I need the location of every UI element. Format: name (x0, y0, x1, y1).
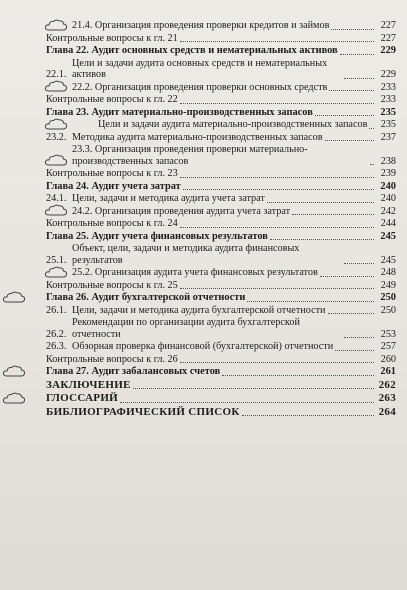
dot-leader (344, 336, 374, 338)
toc-entry[interactable] (46, 168, 396, 180)
cloud-icon (44, 79, 68, 93)
page-number: 240 (380, 193, 396, 204)
page-number: 245 (380, 230, 396, 242)
page-number: 244 (380, 218, 396, 229)
dot-leader (222, 374, 374, 376)
toc-entry[interactable] (46, 407, 396, 419)
cloud-icon (44, 117, 68, 131)
page-number: 262 (378, 378, 396, 391)
entry-label: 24.2. Организация проведения аудита учета затрат (72, 205, 291, 217)
entry-label: Контрольные вопросы к гл. 21 (46, 32, 178, 44)
entry-label: Методика аудита материально-производственных запасов (72, 131, 323, 143)
entry-label: ЗАКЛЮЧЕНИЕ (46, 378, 131, 391)
entry-label: Рекомендации по организации аудита бухгалтерской отчетности (72, 317, 300, 340)
dot-leader (180, 176, 374, 178)
toc-entry[interactable] (46, 45, 396, 57)
dot-leader (328, 312, 375, 314)
dot-leader (120, 401, 374, 403)
toc-entry[interactable] (46, 58, 396, 81)
dot-leader (325, 139, 374, 141)
entry-label: Глава 25. Аудит учета финансовых результатов (46, 230, 268, 242)
page-number: 250 (380, 304, 396, 316)
page-number: 249 (380, 279, 396, 291)
section-number: 26.3. (46, 341, 67, 352)
dot-leader (344, 262, 374, 264)
toc-entry[interactable] (46, 231, 396, 243)
toc-entry[interactable] (46, 181, 396, 193)
entry-label: Контрольные вопросы к гл. 24 (46, 218, 178, 229)
dot-leader (340, 53, 374, 55)
toc-entry[interactable] (46, 132, 396, 144)
dot-leader (180, 102, 374, 104)
entry-label: БИБЛИОГРАФИЧЕСКИЙ СПИСОК (46, 405, 240, 418)
page-number: 261 (380, 366, 396, 377)
dot-leader (370, 163, 374, 165)
dot-leader (329, 89, 374, 91)
toc-entry[interactable] (46, 341, 396, 353)
page-number: 260 (380, 353, 396, 365)
section-number: 23.2. (46, 131, 67, 143)
dot-leader (320, 275, 374, 277)
section-number: 24.1. (46, 193, 67, 204)
toc-entry[interactable] (46, 380, 396, 392)
entry-label: Глава 22. Аудит основных средств и нематериальных активов (46, 45, 338, 56)
dot-leader (247, 300, 374, 302)
page-number: 257 (380, 341, 396, 352)
dot-leader (331, 28, 374, 30)
dot-leader (315, 114, 374, 116)
dot-leader (133, 387, 374, 389)
entry-label: Контрольные вопросы к гл. 23 (46, 168, 178, 179)
page-number: 239 (380, 168, 396, 179)
entry-label: Контрольные вопросы к гл. 25 (46, 279, 178, 291)
entry-label: Обзорная проверка финансовой (бухгалтерской) отчетности (72, 341, 334, 352)
page-number: 250 (380, 292, 396, 303)
entry-label: Контрольные вопросы к гл. 26 (46, 353, 178, 365)
entry-label: Цели и задачи аудита основных средств и нематериальных активов (72, 57, 328, 80)
entry-label: Глава 23. Аудит материально-производственных запасов (46, 106, 313, 118)
page-number: 240 (380, 180, 396, 192)
dot-leader (242, 414, 374, 416)
cloud-icon (44, 203, 68, 217)
dot-leader (335, 349, 374, 351)
cloud-icon (44, 153, 68, 167)
dot-leader (267, 201, 374, 203)
page-number: 245 (380, 254, 396, 266)
section-number: 22.1. (46, 69, 67, 80)
entry-label: Цели, задачи и методика аудита учета затрат (72, 193, 265, 204)
page-number: 233 (380, 94, 396, 105)
toc-entry[interactable] (46, 20, 396, 32)
dot-leader (180, 287, 374, 289)
page-number: 235 (380, 119, 396, 130)
entry-label: Глава 24. Аудит учета затрат (46, 180, 181, 192)
section-number: 25.1. (46, 254, 67, 266)
toc-entry[interactable] (46, 366, 396, 378)
dot-leader (292, 213, 374, 215)
toc-entry[interactable] (46, 243, 396, 266)
section-number: 26.2. (46, 328, 67, 340)
entry-label: Глава 27. Аудит забалансовых счетов (46, 366, 221, 377)
toc-entry[interactable] (46, 144, 396, 167)
toc-entry[interactable] (46, 119, 396, 131)
toc-entry[interactable] (46, 218, 396, 230)
entry-label: Контрольные вопросы к гл. 22 (46, 94, 178, 105)
toc-entry[interactable] (46, 267, 396, 279)
entry-label: 21.4. Организация проведения проверки кредитов и займов (72, 20, 330, 31)
table-of-contents (46, 20, 396, 419)
toc-entry[interactable] (46, 354, 396, 366)
cloud-icon (2, 391, 26, 405)
toc-entry[interactable] (46, 33, 396, 45)
cloud-icon (44, 18, 68, 32)
dot-leader (369, 127, 374, 129)
cloud-icon (44, 265, 68, 279)
toc-entry[interactable] (46, 305, 396, 317)
page-number: 248 (380, 267, 396, 278)
toc-entry[interactable] (46, 107, 396, 119)
page-number: 264 (378, 405, 396, 418)
page-number: 227 (380, 32, 396, 44)
section-number: 26.1. (46, 304, 67, 316)
entry-label: Объект, цели, задачи и методика аудита финансовых результатов (72, 243, 300, 266)
page-number: 237 (380, 131, 396, 143)
toc-entry[interactable] (46, 280, 396, 292)
dot-leader (180, 226, 374, 228)
toc-entry[interactable] (46, 317, 396, 340)
entry-label: Цели, задачи и методика аудита бухгалтерской отчетности (72, 304, 326, 316)
page-number: 263 (378, 392, 396, 404)
dot-leader (344, 77, 374, 79)
toc-entry[interactable] (46, 94, 396, 106)
page-number: 233 (380, 81, 396, 93)
page-number: 235 (380, 106, 396, 118)
page-number: 238 (380, 155, 396, 167)
dot-leader (180, 40, 374, 42)
dot-leader (183, 188, 374, 190)
toc-entry[interactable] (46, 82, 396, 94)
entry-label: 23.3. Организация проведения проверки материально-производственных запасов (72, 144, 308, 167)
dot-leader (180, 361, 374, 363)
toc-entry[interactable] (46, 193, 396, 205)
page-number: 229 (380, 69, 396, 80)
page-number: 229 (380, 45, 396, 56)
page-number: 253 (380, 328, 396, 340)
entry-label: 25.2. Организация аудита учета финансовых результатов (72, 267, 318, 278)
page-number: 242 (380, 205, 396, 217)
cloud-icon (2, 290, 26, 304)
cloud-icon (2, 364, 26, 378)
toc-entry[interactable] (46, 393, 396, 405)
entry-label: Глава 26. Аудит бухгалтерской отчетности (46, 292, 246, 303)
dot-leader (270, 238, 374, 240)
page-number: 227 (380, 20, 396, 31)
entry-label: 22.2. Организация проведения проверки основных средств (72, 81, 328, 93)
entry-label: Цели и задачи аудита материально-производственных запасов (98, 119, 368, 130)
entry-label: ГЛОССАРИЙ (46, 392, 119, 404)
toc-entry[interactable] (46, 292, 396, 304)
toc-entry[interactable] (46, 206, 396, 218)
